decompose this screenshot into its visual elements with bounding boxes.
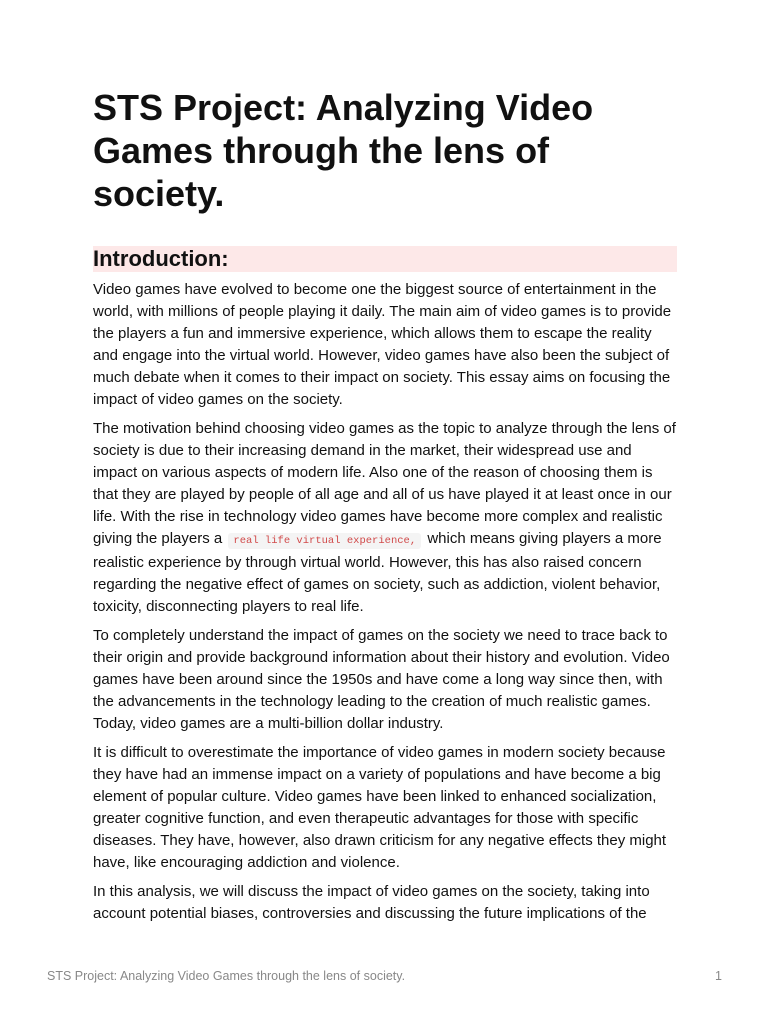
paragraph-2-text-before: The motivation behind choosing video games as the topic to analyze through the lens of society is due to their increasing demand in the market, their widespread use and impact on various aspects of modern life. Also one of the reason of choosing them is that they are played by people of all age and all of us have played it at least once in our life. With the rise in technology video games have become more complex and realistic giving the players a bbox=[93, 420, 676, 547]
document-title: STS Project: Analyzing Video Games through the lens of society. bbox=[93, 87, 594, 214]
page-number: 1 bbox=[715, 969, 722, 983]
paragraph-4: It is difficult to overestimate the importance of video games in modern society because they have had an immense impact on a variety of populations and have become a big element of popular culture. Video games have been linked to enhanced socialization, greater cognitive function, and even therapeutic advantages for those with specific diseases. They have, however, also drawn criticism for any negative effects they might have, like encouraging addiction and violence. bbox=[93, 744, 667, 871]
paragraph-1: Video games have evolved to become one the biggest source of entertainment in the world, with millions of people playing it daily. The main aim of video games is to provide the players a fun and immersive experience, which allows them to escape the reality and engage into the virtual world. However, video games have also been the subject of much debate when it comes to their impact on society. This essay aims on focusing the impact of video games on the society. bbox=[93, 281, 672, 408]
document-page bbox=[93, 86, 677, 925]
section-heading-introduction: Introduction: bbox=[93, 246, 677, 272]
paragraph-5: In this analysis, we will discuss the impact of video games on the society, taking into account potential biases, controversies and discussing the future implications of the bbox=[93, 883, 650, 922]
paragraph-2 bbox=[93, 418, 677, 618]
paragraph-3: To completely understand the impact of games on the society we need to trace back to their origin and provide background information about their history and evolution. Video games have been around since the 1950s and have come a long way since then, with the advancements in the technology leading to the creation of much realistic games. Today, video games are a multi-billion dollar industry. bbox=[93, 627, 670, 732]
footer-title: STS Project: Analyzing Video Games through the lens of society. bbox=[47, 969, 406, 983]
inline-code: real life virtual experience, bbox=[228, 533, 421, 549]
paragraph-2-text-after: which means giving players a more realistic experience by through virtual world. However, this has also raised concern regarding the negative effect of games on society, such as addiction, violent behavior, toxicity, disconnecting players to real life. bbox=[93, 530, 662, 615]
page-footer bbox=[47, 969, 722, 983]
